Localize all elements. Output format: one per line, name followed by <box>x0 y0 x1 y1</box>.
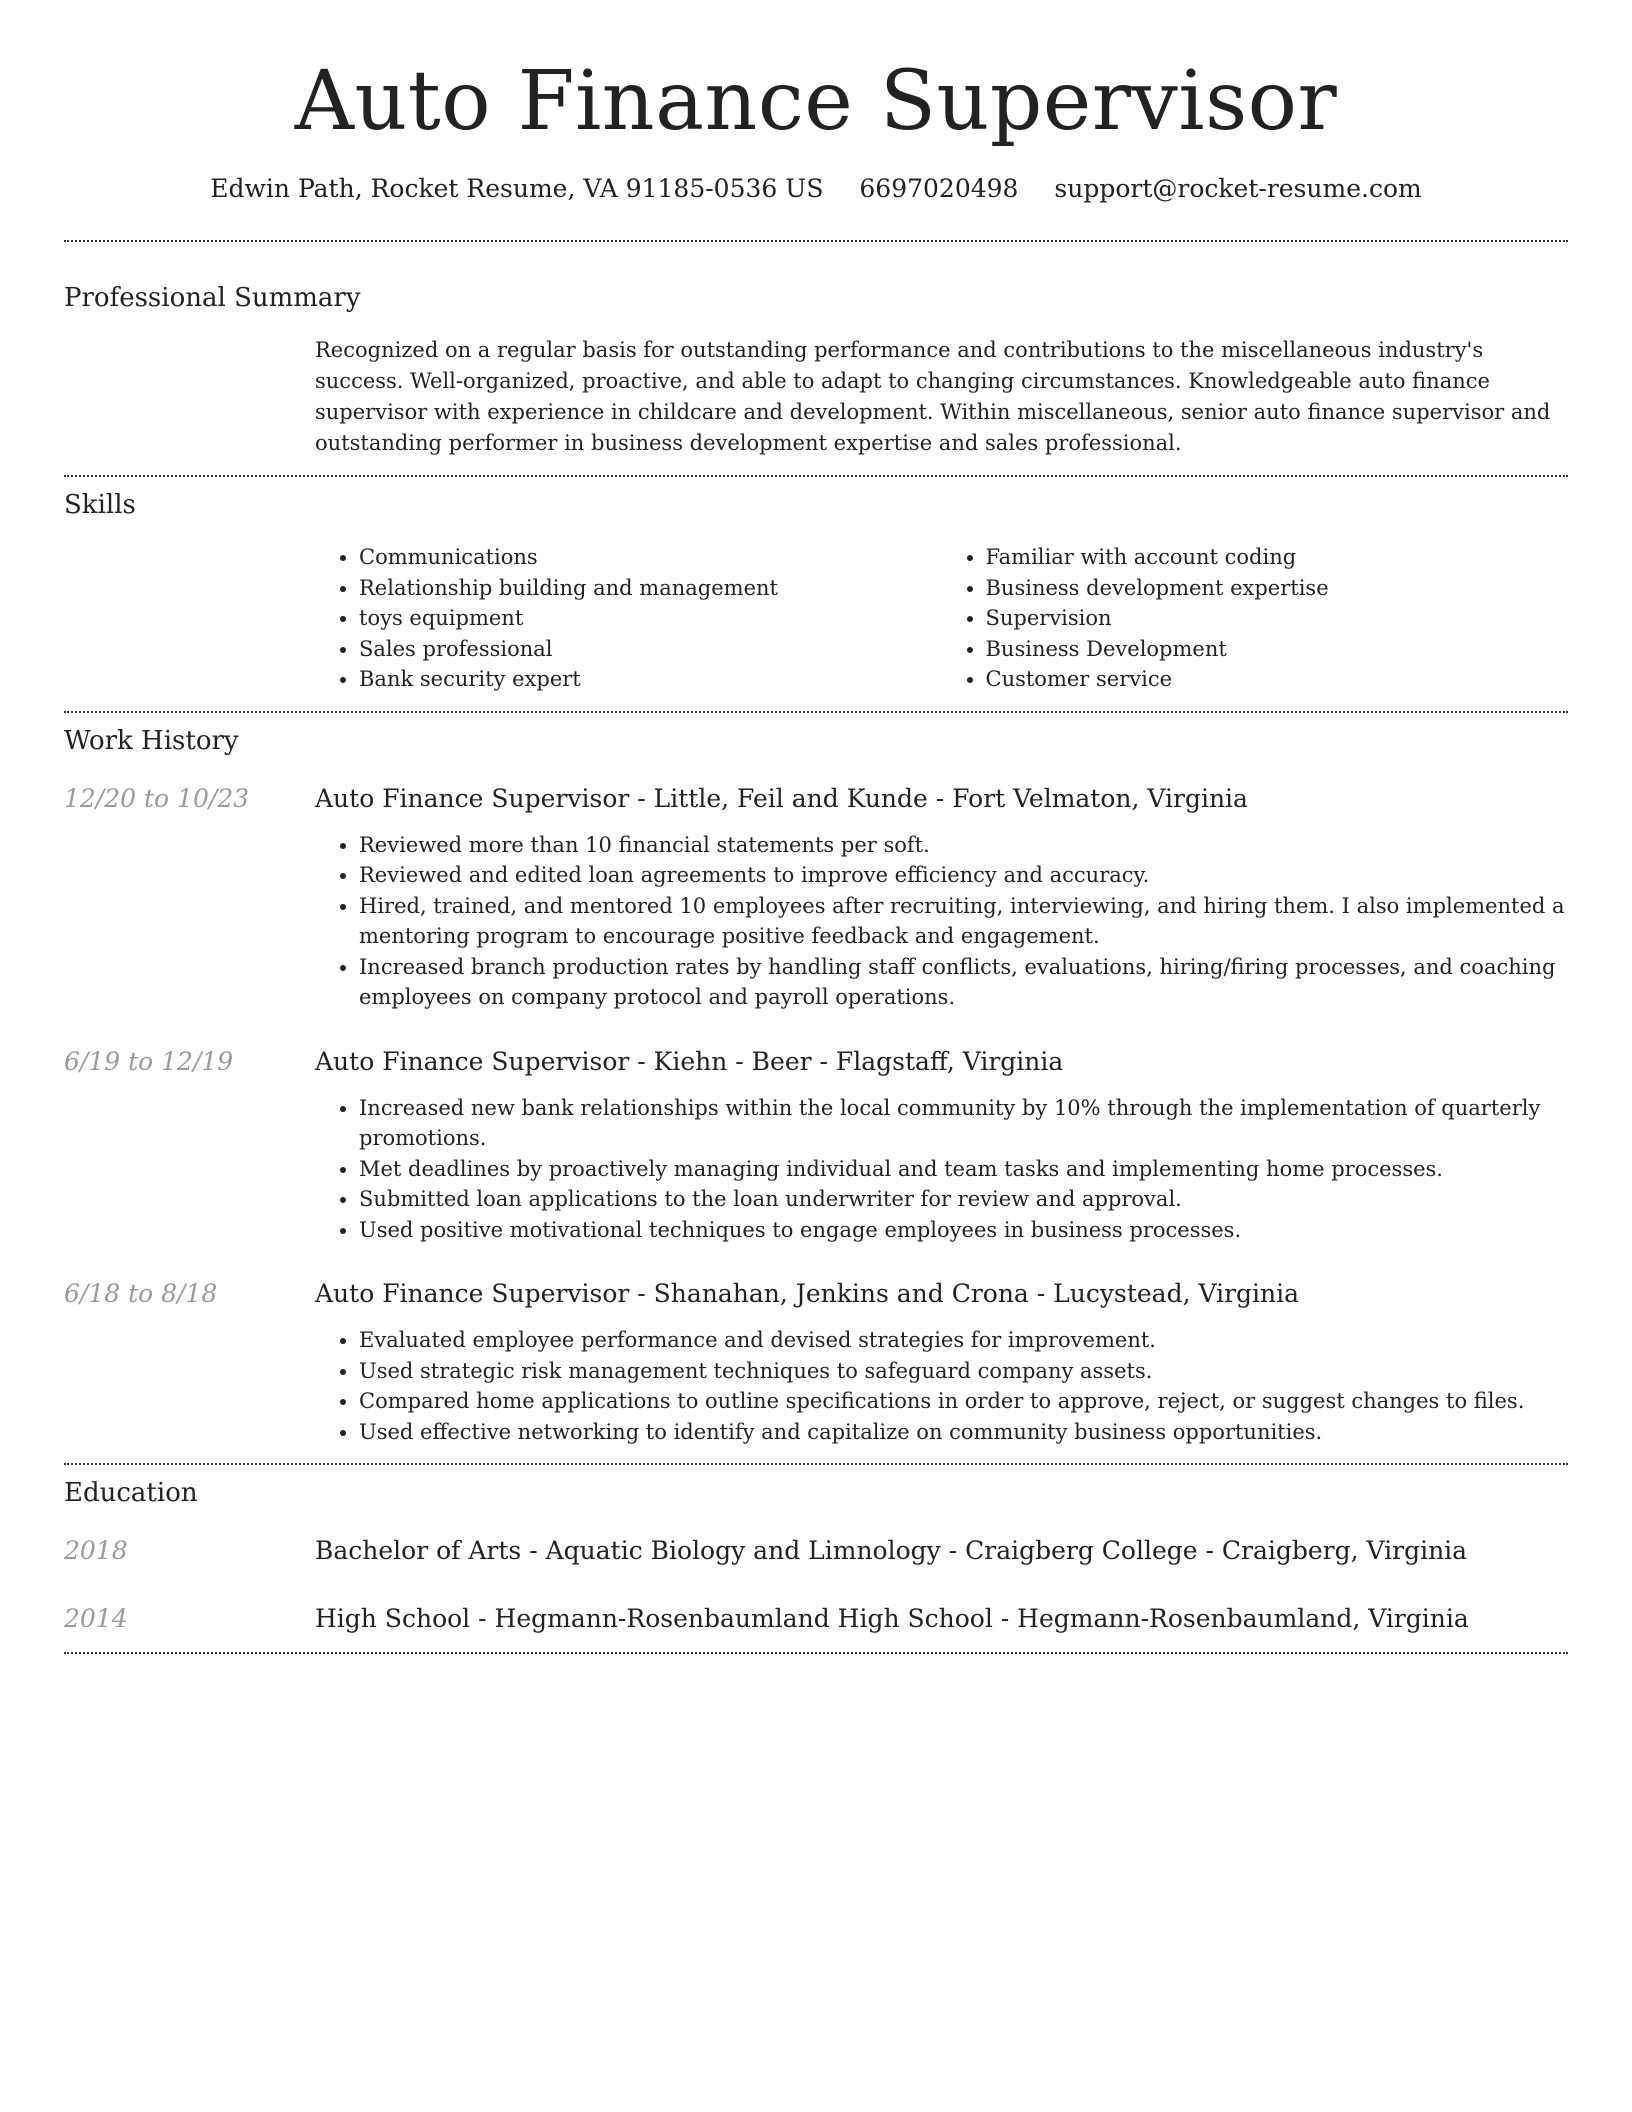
skill-item: • Business development expertise <box>986 573 1569 604</box>
job-bullet: • Submitted loan applications to the loan underwriter for review and approval. <box>359 1184 1568 1215</box>
resume-page <box>64 0 1568 1654</box>
summary-section <box>64 242 1568 459</box>
job-entry <box>64 1277 1568 1447</box>
job-bullet: • Evaluated employee performance and devised strategies for improvement. <box>359 1325 1568 1356</box>
work-heading: Work History <box>64 725 239 756</box>
work-section <box>64 713 1568 1448</box>
skill-item: • Sales professional <box>359 634 942 665</box>
section-divider <box>64 1652 1568 1654</box>
contact-address: Edwin Path, Rocket Resume, VA 91185-0536 US <box>210 174 824 203</box>
job-bullet: • Increased branch production rates by handling staff conflicts, evaluations, hiring/firing processes, and coaching employees on company protocol and payroll operations. <box>359 952 1568 1013</box>
job-bullets <box>315 1093 1568 1246</box>
education-detail: High School - Hegmann-Rosenbaumland High School - Hegmann-Rosenbaumland, Virginia <box>315 1604 1469 1633</box>
contact-phone: 6697020498 <box>859 174 1019 203</box>
job-title: Auto Finance Supervisor - Little, Feil and Kunde - Fort Velmaton, Virginia <box>315 783 1248 813</box>
job-bullet: • Hired, trained, and mentored 10 employees after recruiting, interviewing, and hiring them. I also implemented a mentoring program to encourage positive feedback and engagement. <box>359 891 1568 952</box>
education-heading: Education <box>64 1478 198 1508</box>
skill-item: • toys equipment <box>359 603 942 634</box>
job-title: Auto Finance Supervisor - Shanahan, Jenkins and Crona - Lucystead, Virginia <box>315 1279 1300 1308</box>
skill-item: • Familiar with account coding <box>986 542 1569 573</box>
job-bullet: • Used effective networking to identify and capitalize on community business opportunities. <box>359 1417 1568 1448</box>
skill-item: • Communications <box>359 542 942 573</box>
skill-item: • Customer service <box>986 664 1569 695</box>
job-entry <box>64 1045 1568 1246</box>
summary-text: Recognized on a regular basis for outstanding performance and contributions to the miscellaneous industry's success. Well-organized, proactive, and able to adapt to changing circumstances. Knowledgeable auto finance supervisor with experience in childcare and development. Within miscellaneous, senior auto finance supervisor and outstanding performer in business development expertise and sales professional. <box>315 338 1551 455</box>
job-dates: 6/18 to 8/18 <box>64 1279 218 1308</box>
skills-heading: Skills <box>64 490 136 520</box>
skills-list-left <box>315 542 942 695</box>
summary-heading: Professional Summary <box>64 283 361 313</box>
job-bullet: • Met deadlines by proactively managing individual and team tasks and implementing home processes. <box>359 1154 1568 1185</box>
skills-columns <box>315 542 1568 695</box>
job-bullet: • Used strategic risk management techniques to safeguard company assets. <box>359 1356 1568 1387</box>
education-entry <box>64 1602 1568 1636</box>
education-detail: Bachelor of Arts - Aquatic Biology and Limnology - Craigberg College - Craigberg, Virginia <box>315 1536 1468 1565</box>
education-year: 2018 <box>64 1536 128 1565</box>
job-bullet: • Compared home applications to outline specifications in order to approve, reject, or suggest changes to files. <box>359 1386 1568 1417</box>
skills-section <box>64 477 1568 695</box>
skill-item: • Relationship building and management <box>359 573 942 604</box>
job-dates: 12/20 to 10/23 <box>64 783 250 813</box>
job-bullets <box>315 830 1568 1013</box>
education-entry <box>64 1534 1568 1568</box>
page-title: Auto Finance Supervisor <box>294 54 1338 149</box>
contact-line <box>64 172 1568 206</box>
skills-list-right <box>942 542 1569 695</box>
education-section <box>64 1465 1568 1636</box>
job-bullet: • Used positive motivational techniques to engage employees in business processes. <box>359 1215 1568 1246</box>
skill-item: • Business Development <box>986 634 1569 665</box>
job-dates: 6/19 to 12/19 <box>64 1046 234 1076</box>
contact-email: support@rocket-resume.com <box>1054 174 1422 203</box>
education-year: 2014 <box>64 1604 128 1633</box>
job-bullet: • Reviewed and edited loan agreements to improve efficiency and accuracy. <box>359 860 1568 891</box>
job-bullets <box>315 1325 1568 1447</box>
job-bullet: • Reviewed more than 10 financial statements per soft. <box>359 830 1568 861</box>
job-bullet: • Increased new bank relationships within the local community by 10% through the implementation of quarterly promotions. <box>359 1093 1568 1154</box>
skill-item: • Supervision <box>986 603 1569 634</box>
skill-item: • Bank security expert <box>359 664 942 695</box>
job-title: Auto Finance Supervisor - Kiehn - Beer - Flagstaff, Virginia <box>315 1046 1064 1076</box>
job-entry <box>64 782 1568 1013</box>
